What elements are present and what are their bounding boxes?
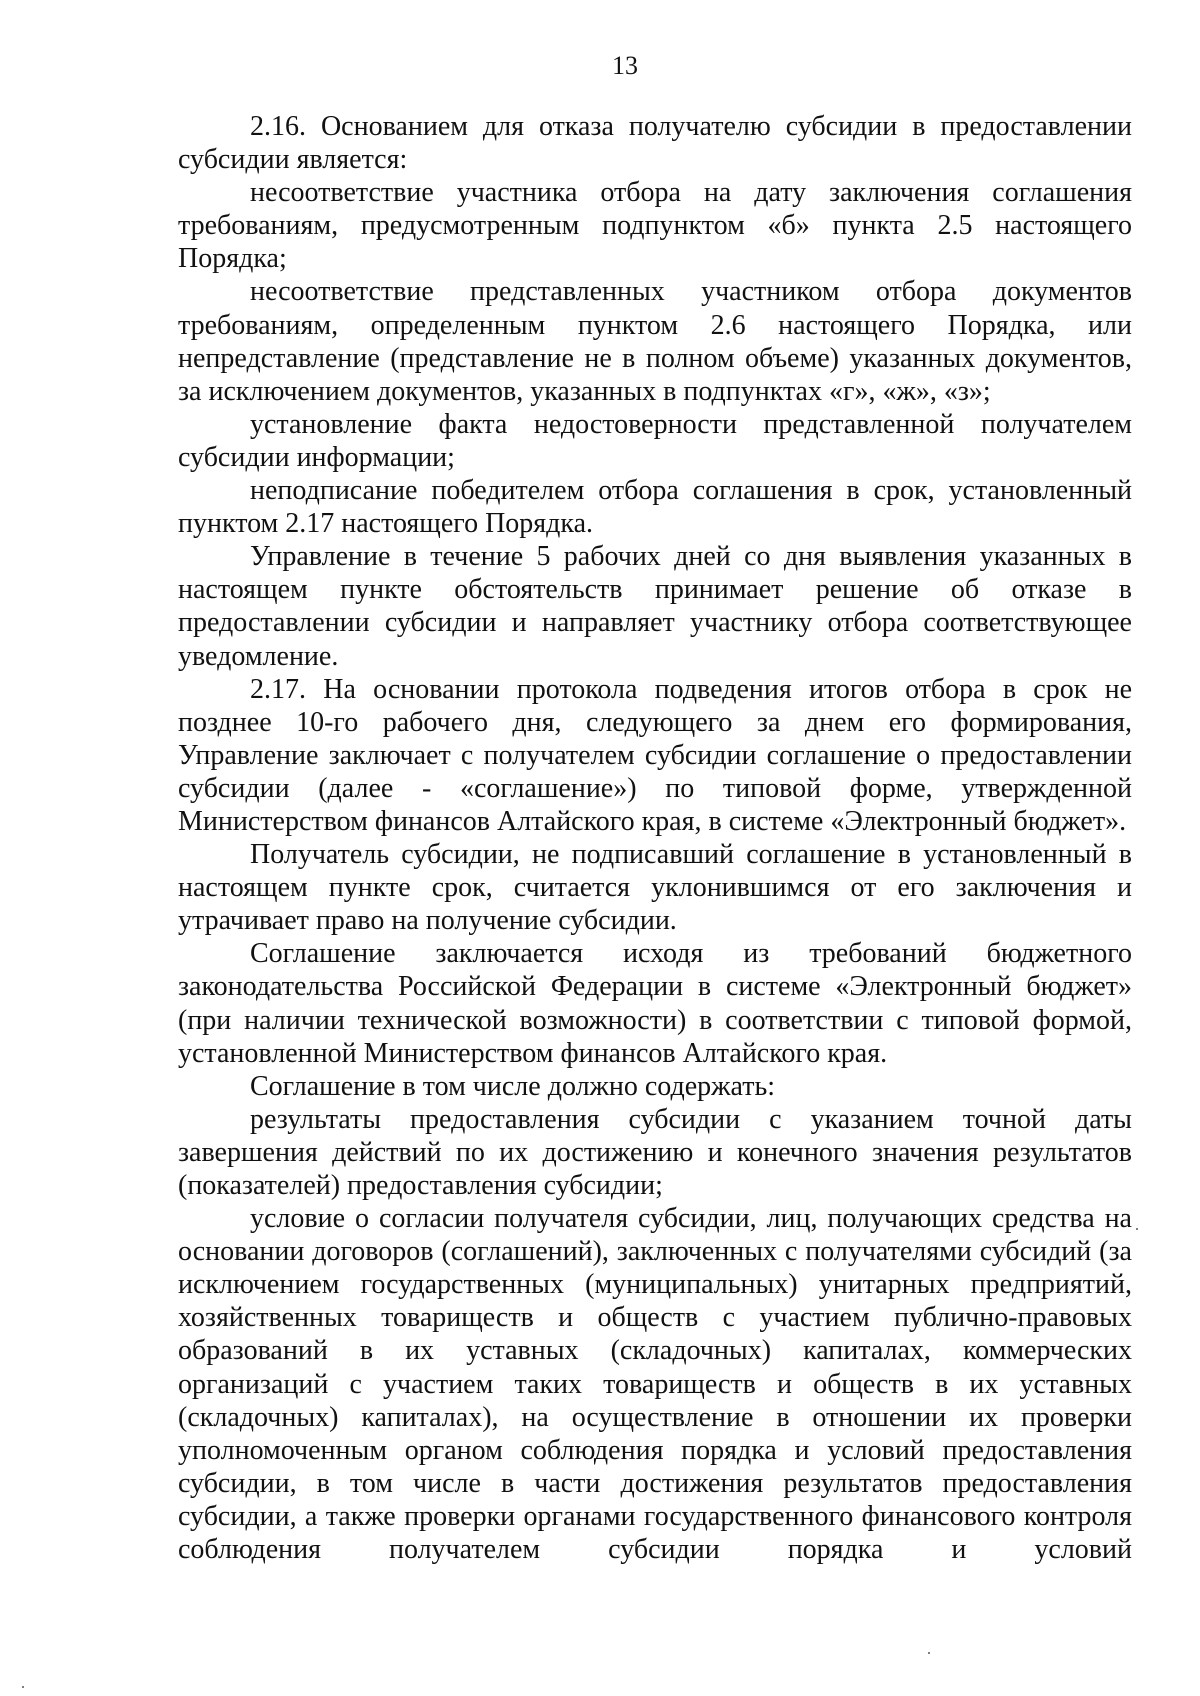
- scan-speck: [1136, 1228, 1138, 1230]
- scan-speck: [22, 1686, 24, 1688]
- paragraph-item: условие о согласии получателя субсидии, лиц, получающих средства на основании договоров (соглашений), заключенных с получателями субсидий (за исключением государственных (муниципальных) унитарных предприятий, хозяйственных товариществ и обществ с участием публично-правовых образований в их уставных (складочных) капиталах, коммерческих организаций с участием таких товариществ и обществ в их уставных (складочных) капиталах), на осуществление в отношении их проверки уполномоченным органом соблюдения порядка и условий предоставления субсидии, в том числе в части достижения результатов предоставления субсидии, а также проверки органами государственного финансового контроля соблюдения получателем субсидии порядка и условий: [178, 1203, 1132, 1566]
- paragraph: Управление в течение 5 рабочих дней со дня выявления указанных в настоящем пункте обстоятельств принимает решение об отказе в предоставлении субсидии и направляет участнику отбора соответствующее уведомление.: [178, 541, 1132, 672]
- paragraph-item: несоответствие участника отбора на дату заключения соглашения требованиям, предусмотренным подпунктом «б» пункта 2.5 настоящего Порядка;: [178, 177, 1132, 275]
- paragraph: Соглашение заключается исходя из требований бюджетного законодательства Российской Федерации в системе «Электронный бюджет» (при наличии технической возможности) в соответствии с типовой формой, установленной Министерством финансов Алтайского края.: [178, 938, 1132, 1069]
- document-body: [178, 110, 1132, 1566]
- paragraph-2-17: 2.17. На основании протокола подведения итогов отбора в срок не позднее 10-го рабочего дня, следующего за днем его формирования, Управление заключает с получателем субсидии соглашение о предоставлении субсидии (далее - «соглашение») по типовой форме, утвержденной Министерством финансов Алтайского края, в системе «Электронный бюджет».: [178, 673, 1132, 837]
- paragraph-item: установление факта недостоверности представленной получателем субсидии информации;: [178, 408, 1132, 473]
- paragraph-item: несоответствие представленных участником отбора документов требованиям, определенным пунктом 2.6 настоящего Порядка, или непредставление (представление не в полном объеме) указанных документов, за исключением документов, указанных в подпунктах «г», «ж», «з»;: [178, 276, 1132, 407]
- paragraph-2-16: 2.16. Основанием для отказа получателю субсидии в предоставлении субсидии является:: [178, 111, 1132, 176]
- paragraph-item: результаты предоставления субсидии с указанием точной даты завершения действий по их достижению и конечного значения результатов (показателей) предоставления субсидии;: [178, 1103, 1132, 1201]
- paragraph: Соглашение в том числе должно содержать:: [250, 1070, 775, 1102]
- paragraph-item: неподписание победителем отбора соглашения в срок, установленный пунктом 2.17 настоящего Порядка.: [178, 475, 1132, 540]
- paragraph: Получатель субсидии, не подписавший соглашение в установленный в настоящем пункте срок, считается уклонившимся от его заключения и утрачивает право на получение субсидии.: [178, 839, 1132, 937]
- page-number: 13: [612, 51, 638, 80]
- scan-speck: [928, 1652, 930, 1654]
